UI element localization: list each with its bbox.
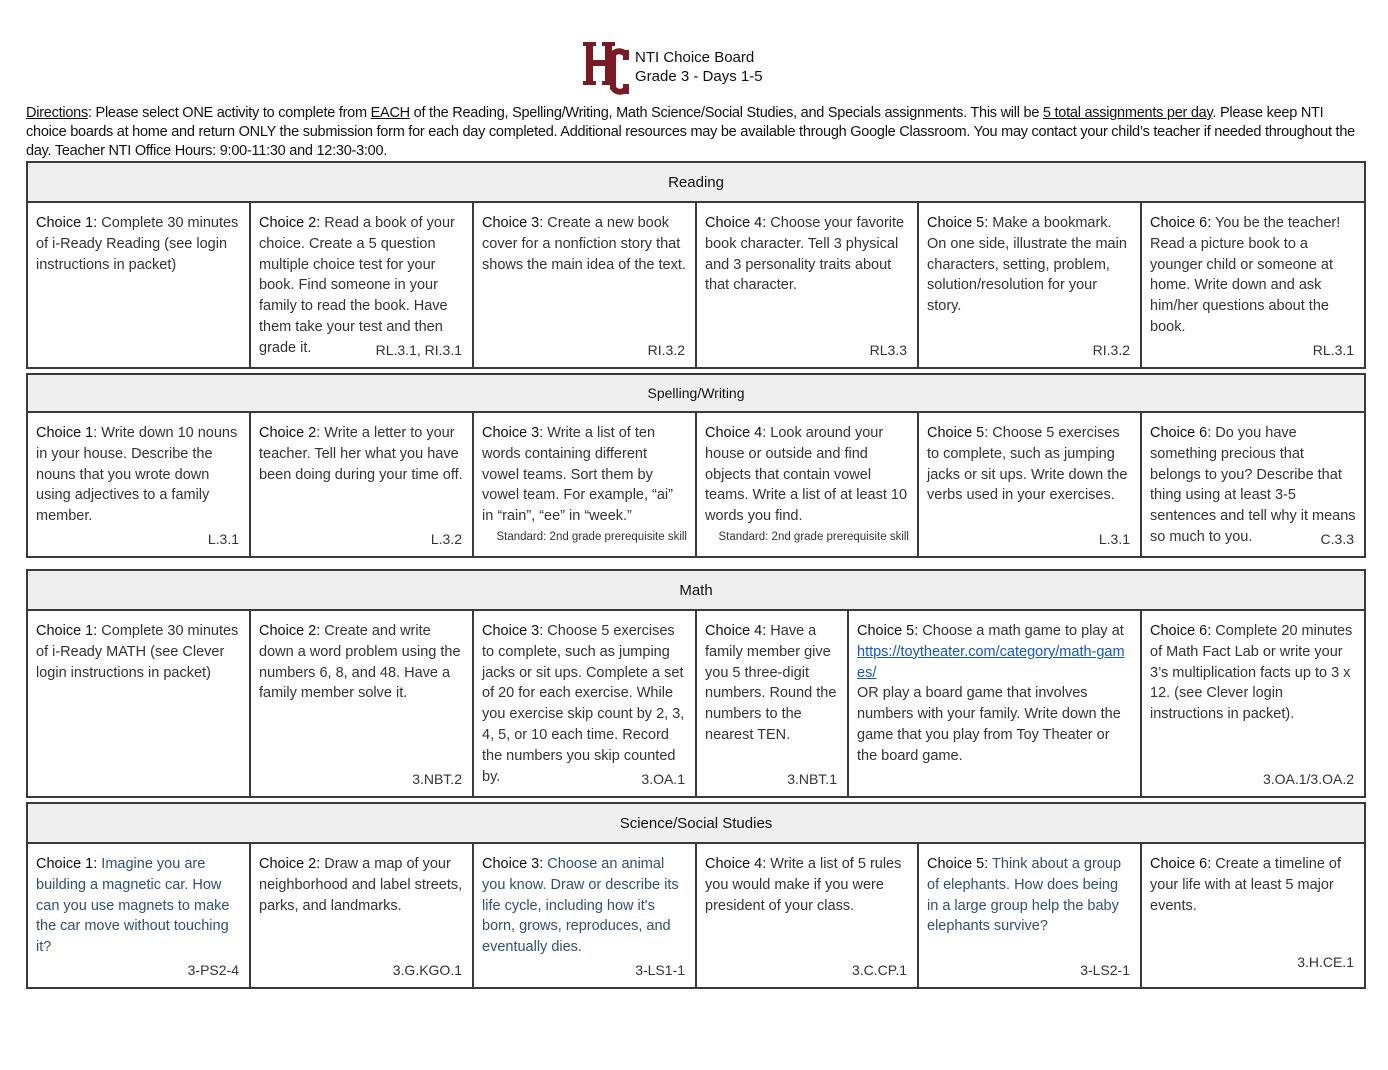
choice-text: Think about a group of elephants. How does being in a large group help the baby elephants survive? bbox=[927, 856, 1122, 935]
title-block bbox=[635, 48, 763, 86]
science-choice-5 bbox=[918, 843, 1141, 988]
science-choice-1 bbox=[27, 843, 250, 988]
reading-choice-3 bbox=[473, 202, 696, 368]
choice-text: You be the teacher! Read a picture book to a younger child or someone at home. Write down and ask him/her questions about the book. bbox=[1150, 215, 1341, 335]
standard-code: L.3.1 bbox=[1098, 531, 1130, 548]
choice-label: Choice 4: bbox=[705, 215, 767, 231]
choice-label: Choice 1: bbox=[36, 215, 98, 231]
choice-text: Create a new book cover for a nonfiction story that shows the main idea of the text. bbox=[482, 215, 686, 273]
choice-text: Complete 20 minutes of Math Fact Lab or write your 3’s multiplication facts up to 3 x 12. (see Clever login instructions in packet). bbox=[1150, 623, 1353, 723]
choice-label: Choice 5 bbox=[927, 425, 985, 441]
reading-choice-6 bbox=[1141, 202, 1365, 368]
choice-label: Choice 1: bbox=[36, 856, 98, 872]
spelling-choice-1 bbox=[27, 412, 250, 557]
standard-code: 3.G.KGO.1 bbox=[392, 962, 462, 979]
standard-code: RL.3.1 bbox=[1312, 341, 1355, 358]
choice-label: Choice 5: bbox=[927, 856, 989, 872]
choice-label: Choice 4 bbox=[705, 425, 763, 441]
choice-text: Write a list of 5 rules you would make if you were president of your class. bbox=[705, 856, 902, 914]
choice-text-2: OR play a board game that involves numbers with your family. Write down the game that you play from Toy Theater or the board game. bbox=[857, 685, 1121, 764]
math-choice-6 bbox=[1141, 610, 1365, 797]
standard-code: 3.OA.1 bbox=[641, 771, 685, 788]
choice-label: Choice 2: bbox=[259, 856, 321, 872]
choice-label: Choice 5: bbox=[927, 215, 989, 231]
choice-label: Choice 1 bbox=[36, 425, 94, 441]
choice-text: Choose your favorite book character. Tell 3 physical and 3 personality traits about that character. bbox=[705, 215, 905, 294]
choice-text: : Write down 10 nouns in your house. Describe the nouns that you wrote down using adjectives to a family member. bbox=[36, 425, 238, 525]
standard-code: 3.C.CP.1 bbox=[852, 962, 907, 979]
choice-text: Complete 30 minutes of i-Ready Reading (see login instructions in packet) bbox=[36, 215, 239, 273]
choice-text: Have a family member give you 5 three-digit numbers. Round the numbers to the nearest TEN. bbox=[705, 623, 837, 743]
choice-text: Read a book of your choice. Create a 5 question multiple choice test for your book. Find someone in your family to read the book. Have them take your test and then grade it. bbox=[259, 215, 455, 356]
standard-code: 3.OA.1/3.OA.2 bbox=[1262, 771, 1355, 788]
standard-code: 3.NBT.1 bbox=[787, 771, 837, 788]
math-choice-4 bbox=[696, 610, 848, 797]
standard-code: 3-PS2-4 bbox=[187, 962, 239, 979]
standard-code: RI.3.2 bbox=[647, 341, 685, 358]
page-subtitle: Grade 3 - Days 1-5 bbox=[635, 68, 763, 85]
choice-text: Create a timeline of your life with at least 5 major events. bbox=[1150, 856, 1342, 914]
directions-each: EACH bbox=[370, 105, 410, 121]
choice-label: Choice 3: bbox=[482, 215, 544, 231]
standard-code: Standard: 2nd grade prerequisite skill bbox=[718, 531, 909, 544]
standard-code: C.3.3 bbox=[1320, 531, 1355, 548]
reading-choice-1 bbox=[27, 202, 250, 368]
directions bbox=[26, 104, 1366, 161]
choice-text: Choose 5 exercises to complete, such as jumping jacks or sit ups. Complete a set of 20 for each exercise. While you exercise skip count by 2, 3, 4, 5, or 10 each time. Record the numbers you skip counted by. bbox=[482, 623, 685, 785]
math-heading: Math bbox=[27, 570, 1365, 610]
standard-code: RL.3.1, RI.3.1 bbox=[375, 341, 462, 358]
page-title: NTI Choice Board bbox=[635, 49, 755, 66]
choice-text: Create and write down a word problem using the numbers 6, 8, and 48. Have a family member solve it. bbox=[259, 623, 461, 702]
choice-text: : Look around your house or outside and find objects that contain vowel teams. Write a list of at least 10 words you find. bbox=[705, 425, 908, 525]
choice-text: Draw a map of your neighborhood and label streets, parks, and landmarks. bbox=[259, 856, 463, 914]
science-table bbox=[26, 802, 1366, 989]
choice-label: Choice 6 bbox=[1150, 425, 1208, 441]
choice-text: Imagine you are building a magnetic car. How can you use magnets to make the car move without touching it? bbox=[36, 856, 230, 956]
choice-label: Choice 1: bbox=[36, 623, 98, 639]
directions-text-3: . Please keep NTI choice boards at home and return ONLY the submission form for each day completed. Additional resources may be available through Google Classroom. You may contact your child’s teacher if needed throughout the day. Teacher NTI Office Hours: 9:00-11:30 and 12:30-3:00. bbox=[26, 105, 1355, 159]
spelling-heading: Spelling/Writing bbox=[27, 374, 1365, 412]
spelling-choice-6 bbox=[1141, 412, 1365, 557]
reading-heading: Reading bbox=[27, 162, 1365, 202]
choice-label: Choice 2: bbox=[259, 623, 321, 639]
standard-code: RL3.3 bbox=[869, 341, 907, 358]
directions-text-1: : Please select ONE activity to complete from bbox=[87, 105, 371, 121]
directions-text-2: of the Reading, Spelling/Writing, Math Science/Social Studies, and Specials assignments. This will be bbox=[409, 105, 1043, 121]
choice-label: Choice 6: bbox=[1150, 623, 1212, 639]
math-choice-2 bbox=[250, 610, 473, 797]
choice-label: Choice 4: bbox=[705, 856, 767, 872]
choice-label: Choice 3: bbox=[482, 856, 544, 872]
choice-label: Choice 5: bbox=[857, 623, 919, 639]
standard-code: 3.H.CE.1 bbox=[1297, 954, 1354, 971]
math-choice-5 bbox=[848, 610, 1141, 797]
standard-code: 3-LS2-1 bbox=[1080, 962, 1130, 979]
math-choice-3 bbox=[473, 610, 696, 797]
choice-label: Choice 3: bbox=[482, 623, 544, 639]
choice-label: Choice 2: bbox=[259, 215, 321, 231]
standard-code: RI.3.2 bbox=[1092, 341, 1130, 358]
directions-total: 5 total assignments per day bbox=[1042, 105, 1213, 121]
toy-theater-link[interactable]: https://toytheater.com/category/math-games/ bbox=[857, 643, 1125, 681]
math-table bbox=[26, 569, 1366, 798]
reading-table bbox=[26, 161, 1366, 369]
choice-text: : Write a list of ten words containing different vowel teams. Sort them by vowel team. For example, “ai” in “rain”, “ee” in “week.” bbox=[482, 425, 673, 525]
choice-text: : Write a letter to your teacher. Tell her what you have been doing during your time off. bbox=[259, 425, 463, 483]
school-logo-icon bbox=[583, 40, 631, 96]
choice-text: : Choose 5 exercises to complete, such as jumping jacks or sit ups. Write down the verbs used in your exercises. bbox=[927, 425, 1128, 504]
reading-choice-4 bbox=[696, 202, 918, 368]
science-heading: Science/Social Studies bbox=[27, 803, 1365, 843]
choice-text: Complete 30 minutes of i-Ready MATH (see Clever login instructions in packet) bbox=[36, 623, 239, 681]
reading-choice-5 bbox=[918, 202, 1141, 368]
spelling-choice-2 bbox=[250, 412, 473, 557]
standard-code: 3.NBT.2 bbox=[412, 771, 462, 788]
choice-label: Choice 3 bbox=[482, 425, 540, 441]
choice-label: Choice 2 bbox=[259, 425, 317, 441]
choice-text: : Do you have something precious that belongs to you? Describe that thing using at least 3-5 sentences and tell why it means so much to you. bbox=[1150, 425, 1356, 545]
choice-label: Choice 4: bbox=[705, 623, 767, 639]
standard-code: 3-LS1-1 bbox=[635, 962, 685, 979]
science-choice-4 bbox=[696, 843, 918, 988]
standard-code: Standard: 2nd grade prerequisite skill bbox=[496, 531, 687, 544]
spelling-choice-4 bbox=[696, 412, 918, 557]
spelling-table bbox=[26, 373, 1366, 558]
choice-text: Choose an animal you know. Draw or describe its life cycle, including how it's born, grows, reproduces, and eventually dies. bbox=[482, 856, 679, 956]
science-choice-2 bbox=[250, 843, 473, 988]
science-choice-6 bbox=[1141, 843, 1365, 988]
standard-code: L.3.1 bbox=[207, 531, 239, 548]
directions-label: Directions bbox=[26, 105, 88, 121]
reading-choice-2 bbox=[250, 202, 473, 368]
choice-label: Choice 6: bbox=[1150, 856, 1212, 872]
math-choice-1 bbox=[27, 610, 250, 797]
choice-text: Make a bookmark. On one side, illustrate the main characters, setting, problem, solution/resolution for your story. bbox=[927, 215, 1127, 315]
spelling-choice-3 bbox=[473, 412, 696, 557]
spelling-choice-5 bbox=[918, 412, 1141, 557]
choice-label: Choice 6: bbox=[1150, 215, 1212, 231]
standard-code: L.3.2 bbox=[430, 531, 462, 548]
science-choice-3 bbox=[473, 843, 696, 988]
choice-text: Choose a math game to play at bbox=[918, 623, 1124, 639]
page-header bbox=[583, 40, 843, 96]
